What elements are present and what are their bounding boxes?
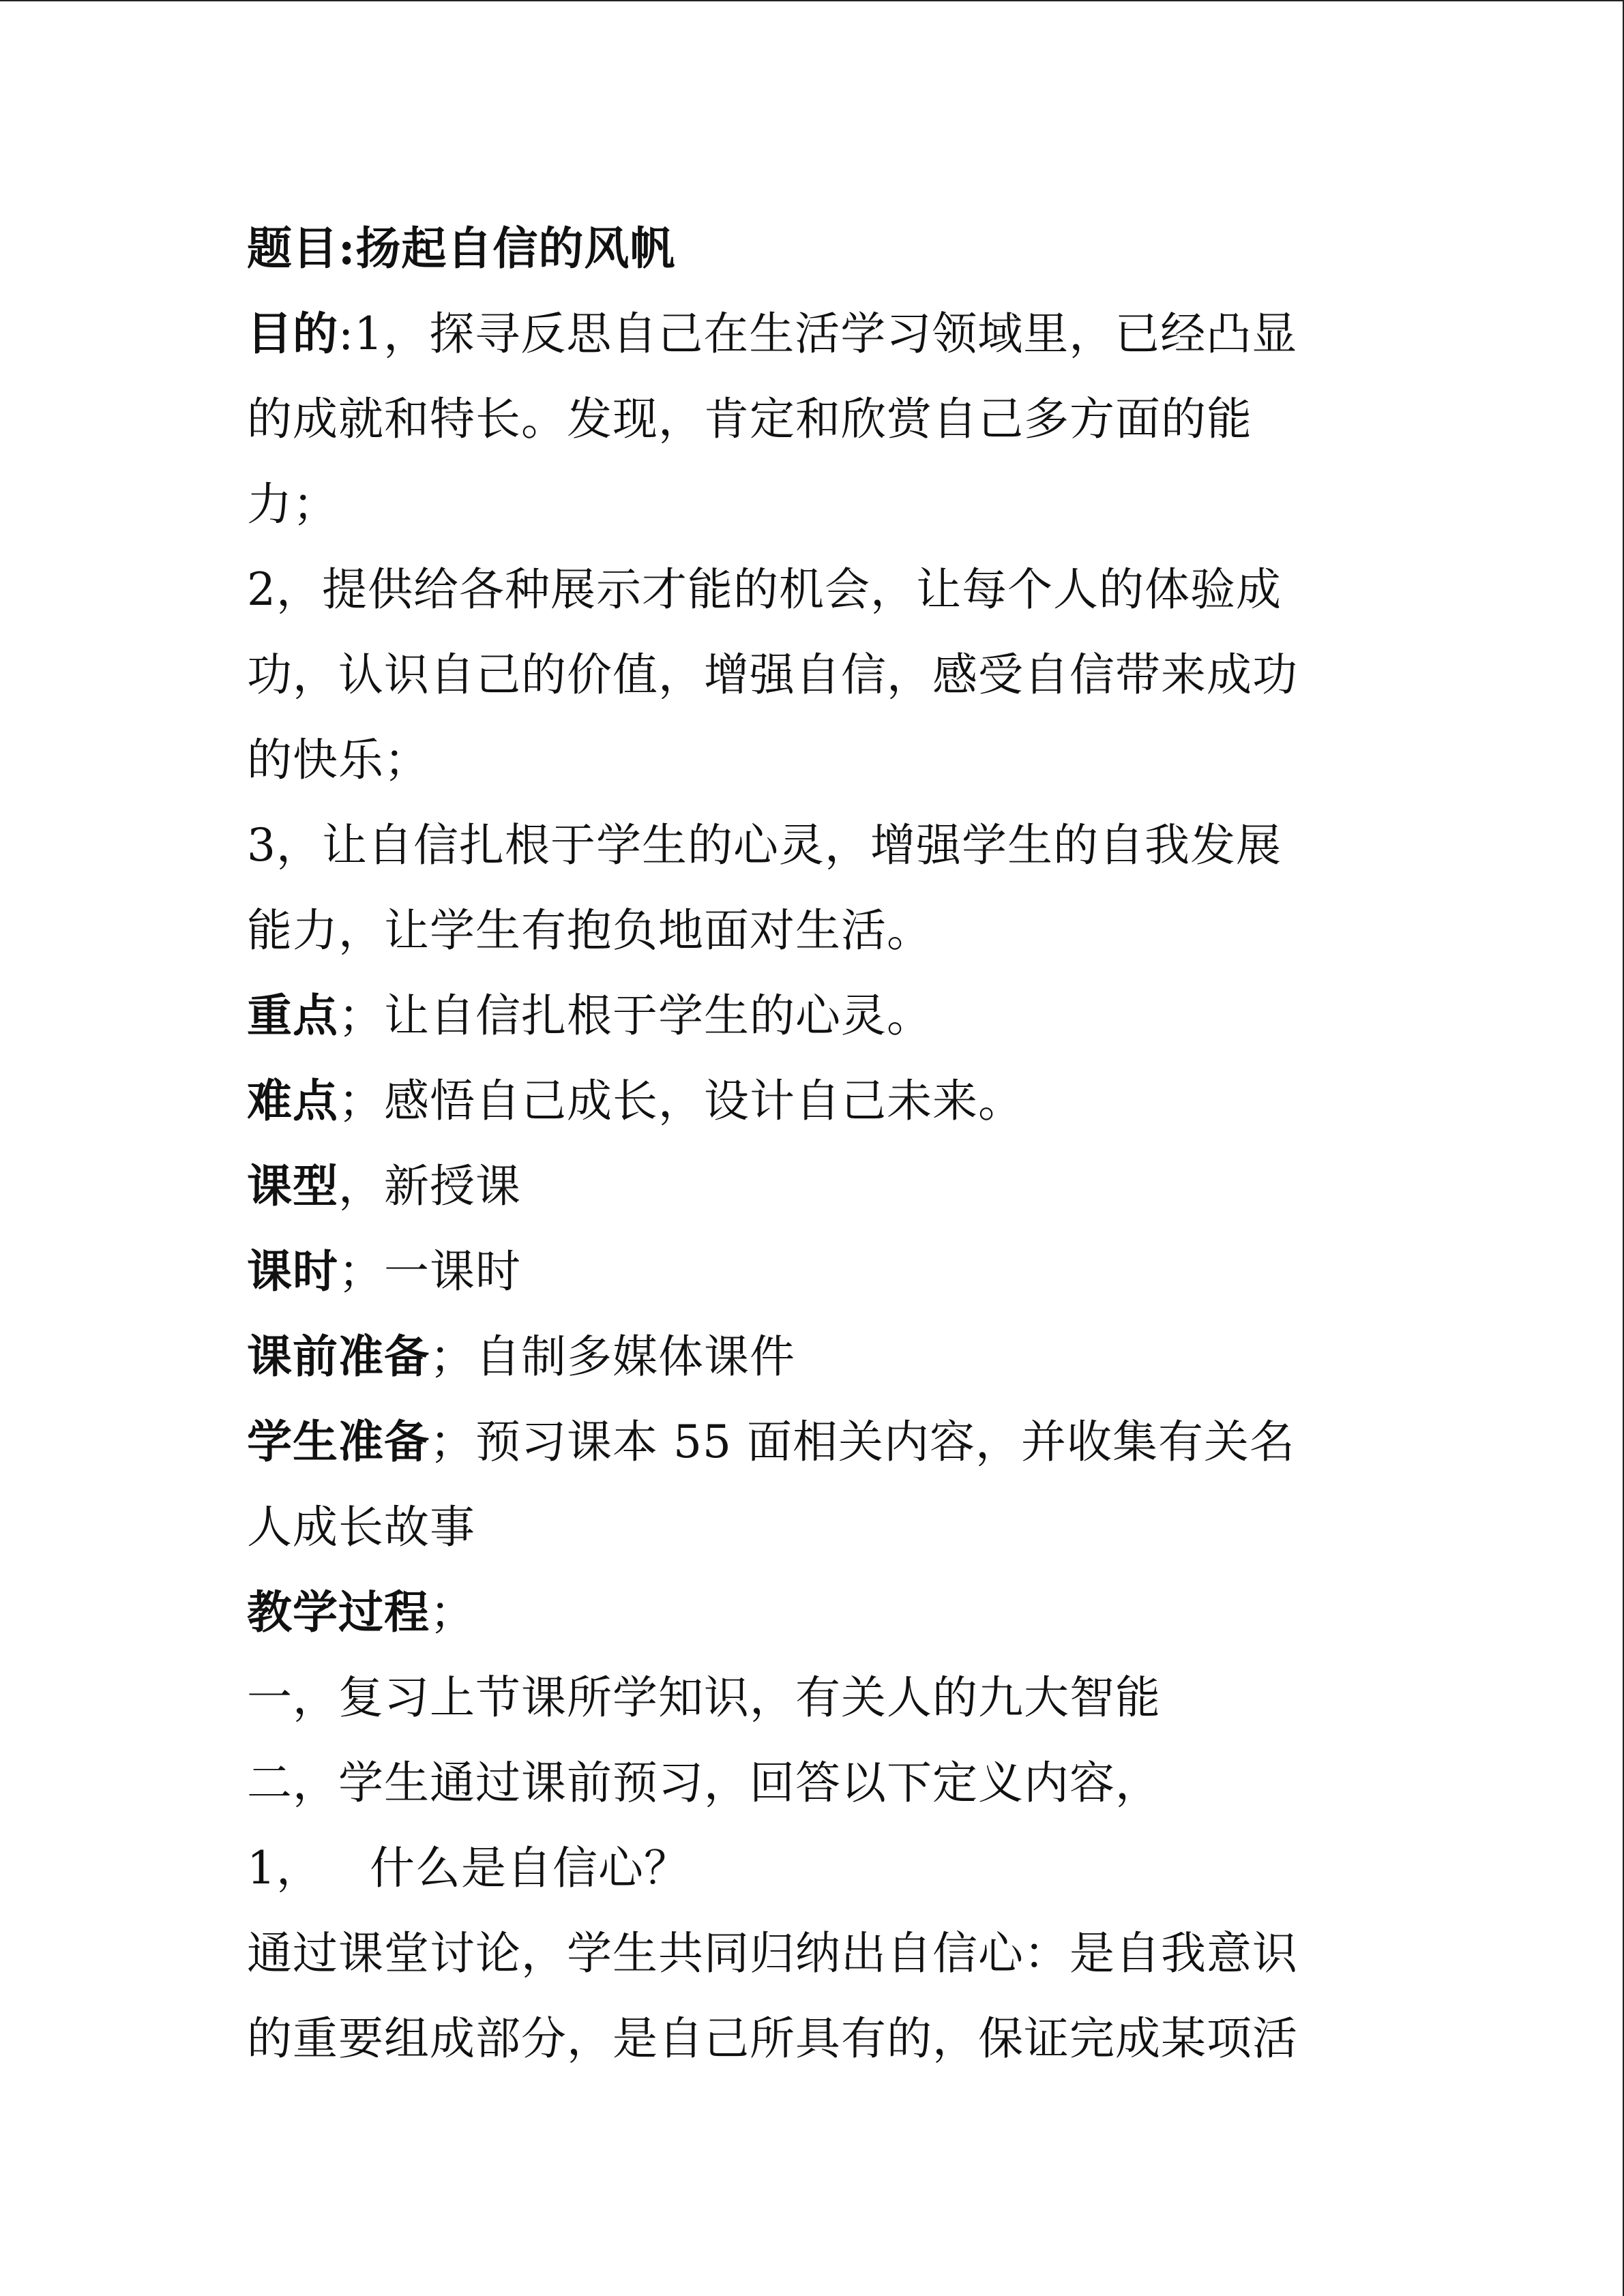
- student-prep-text-1: ；预习课本 55 面相关内容，并收集有关名: [430, 1416, 1295, 1468]
- process-suffix: ；: [430, 1586, 475, 1639]
- lesson-time-text: ；一课时: [338, 1245, 521, 1298]
- purpose-line-1: [247, 291, 1379, 376]
- purpose-text-1: :1，探寻反思自己在生活学习领域里，已经凸显: [338, 308, 1298, 360]
- question-number: 1，: [247, 1842, 322, 1894]
- purpose-line-2: 的成就和特长。发现，肯定和欣赏自己多方面的能: [247, 393, 1252, 445]
- prep-label: 课前准备: [247, 1330, 430, 1383]
- question-text: 什么是自信心？: [370, 1842, 690, 1894]
- purpose-line-3: 力；: [247, 478, 338, 531]
- prep-line: [247, 1314, 1379, 1399]
- step-2-line: 二，学生通过课前预习，回答以下定义内容，: [247, 1757, 1161, 1809]
- difficulty-line: [247, 1058, 1379, 1144]
- student-prep-line-2: 人成长故事: [247, 1501, 475, 1553]
- item3-line-2: 能力，让学生有抱负地面对生活。: [247, 904, 932, 957]
- student-prep-label: 学生准备: [247, 1415, 430, 1468]
- step-1-line: 一，复习上节课所学知识，有关人的九大智能: [247, 1671, 1161, 1724]
- key-point-text: ；让自信扎根于学生的心灵。: [338, 989, 932, 1042]
- lesson-time-line: [247, 1229, 1379, 1314]
- item2-line-2: 功，认识自己的价值，增强自信，感受自信带来成功: [247, 648, 1298, 701]
- lesson-type-line: [247, 1144, 1379, 1229]
- difficulty-label: 难点: [247, 1074, 338, 1127]
- title-text: 扬起自信的风帆: [355, 222, 676, 275]
- answer-line-2: 的重要组成部分，是自己所具有的，保证完成某项活: [247, 2012, 1298, 2065]
- process-line: [247, 1570, 1379, 1655]
- document-body: [247, 206, 1379, 2081]
- lesson-type-label: 课型: [247, 1159, 338, 1212]
- purpose-label: 目的: [247, 307, 338, 360]
- title-line: [247, 206, 1379, 291]
- item3-line-1: 3，让自信扎根于学生的心灵，增强学生的自我发展: [247, 819, 1282, 871]
- item2-line-3: 的快乐；: [247, 734, 430, 786]
- difficulty-text: ；感悟自己成长，设计自己未来。: [338, 1075, 1024, 1127]
- student-prep-line-1: [247, 1399, 1379, 1485]
- item2-line-1: 2，提供给各种展示才能的机会，让每个人的体验成: [247, 563, 1282, 616]
- process-label: 教学过程: [247, 1585, 430, 1639]
- title-label: 题目:: [247, 222, 356, 275]
- key-point-label: 重点: [247, 989, 338, 1042]
- lesson-type-text: ，新授课: [338, 1160, 521, 1212]
- prep-text: ；自制多媒体课件: [430, 1330, 795, 1383]
- question-line: [247, 1825, 1379, 1911]
- lesson-time-label: 课时: [247, 1244, 338, 1298]
- answer-line-1: 通过课堂讨论，学生共同归纳出自信心：是自我意识: [247, 1927, 1298, 1980]
- key-point-line: [247, 973, 1379, 1058]
